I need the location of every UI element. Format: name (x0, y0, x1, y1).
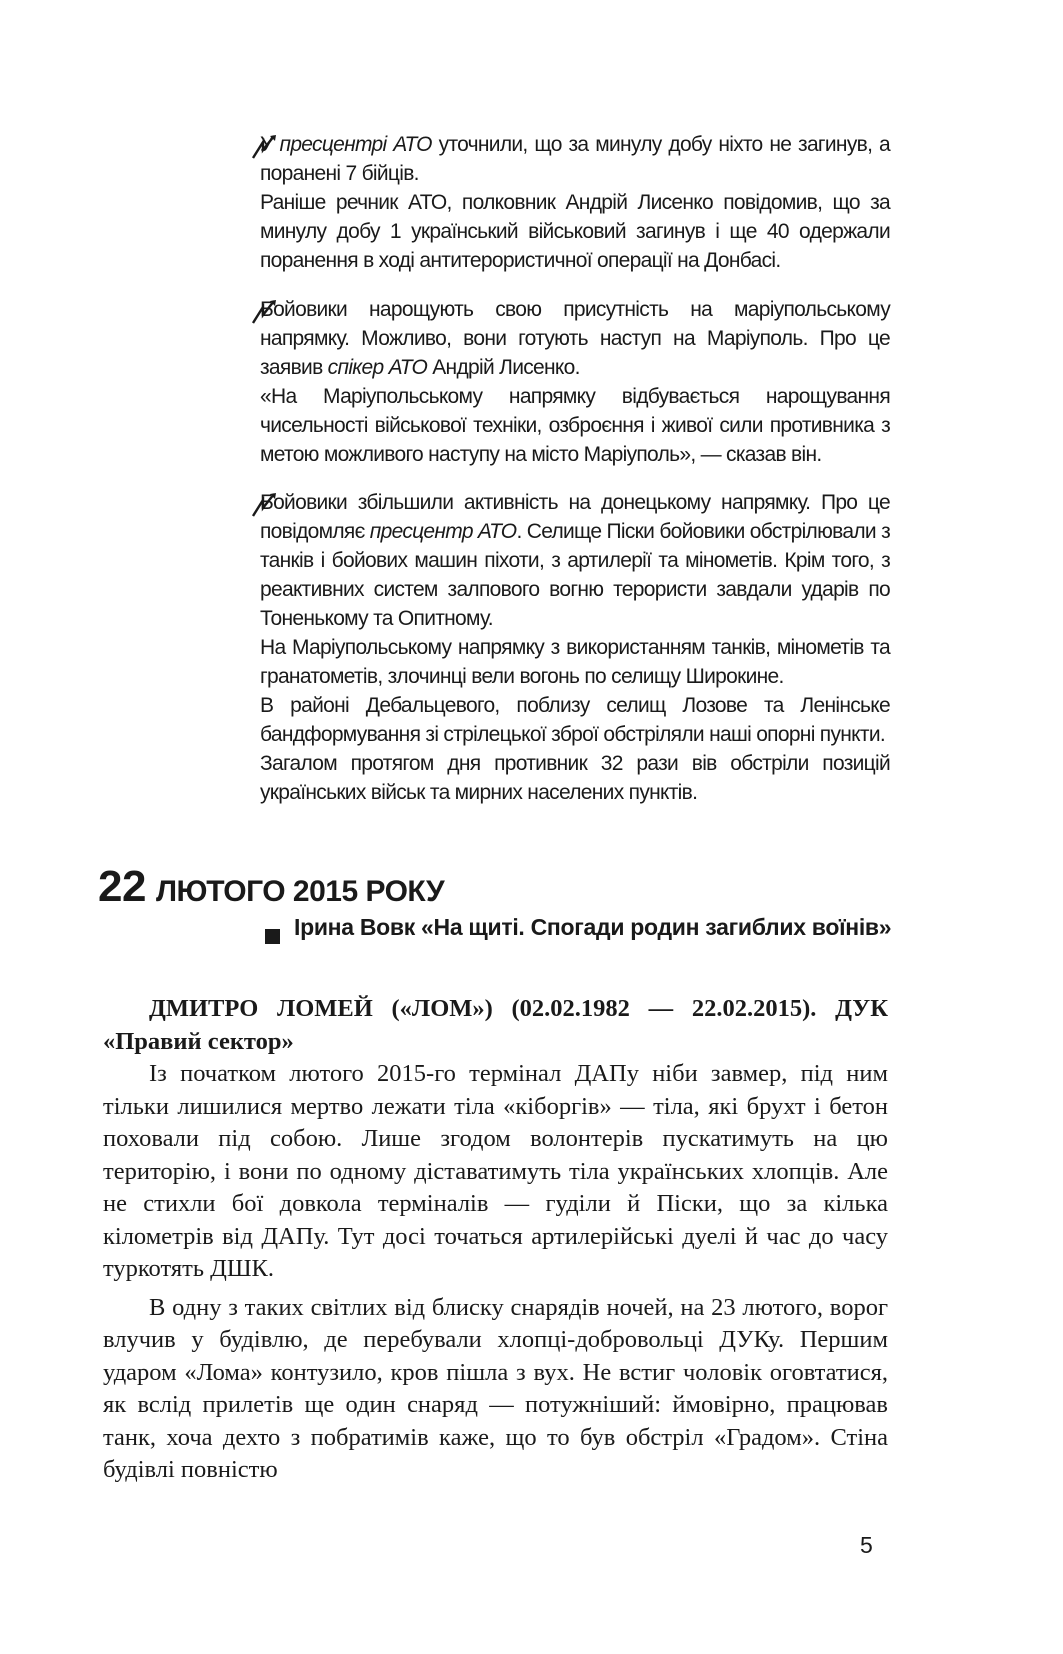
news-paragraph: Бойовики нарощують свою присутність на маріупольському напрямку. Можливо, вони готують наступ на Маріуполь. Про це заявив спікер АТО Андрій Лисенко. (260, 298, 890, 379)
body-paragraph: Із початком лютого 2015-го термінал ДАПу ніби завмер, під ним тільки лишилися мертво лежати тіла «кіборгів» — тіла, які брухт і бетон поховали під собою. Лише згодом волонтерів пускатимуть на цю територію, і вони по одному діставатимуть тіла українських хлопців. Але не стихли бої довкола терміналів — гуділи й Піски, що за кілька кілометрів від ДАПу. Тут досі точаться артилерійські дуелі й час до часу туркотять ДШК. (103, 1060, 888, 1282)
news-paragraph: У пресцентрі АТО уточнили, що за минулу добу ніхто не загинув, а поранені 7 бійців. (260, 133, 891, 185)
source-title: Ірина Вовк «На щиті. Спогади родин загиблих воїнів» (294, 914, 892, 940)
page-number: 5 (860, 1532, 873, 1558)
person-header: ДМИТРО ЛОМЕЙ («ЛОМ») (02.02.1982 — 22.02.2015). ДУК «Правий сектор» (103, 995, 888, 1055)
news-item (260, 295, 890, 469)
news-paragraph: Раніше речник АТО, полковник Андрій Лисенко повідомив, що за минулу добу 1 український військовий загинув і ще 40 одержали поранення в ході антитерористичної операції на Донбасі. (260, 191, 890, 272)
article-body (103, 993, 888, 1487)
day-number: 22 (98, 862, 146, 911)
day-heading (98, 862, 444, 912)
day-month-year: ЛЮТОГО 2015 РОКУ (155, 875, 445, 908)
news-paragraph: На Маріупольському напрямку з використанням танків, мінометів та гранатометів, злочинці вели вогонь по селищу Широкине. (260, 636, 890, 688)
news-paragraph: Загалом протягом дня противник 32 рази вів обстріли позицій українських військ та мирних населених пунктів. (260, 752, 890, 804)
news-paragraph: «На Маріупольському напрямку відбувається нарощування чисельності військової техніки, озброєння і живої сили противника з метою можливого наступу на місто Маріуполь», — сказав він. (260, 385, 890, 466)
news-item (260, 130, 890, 275)
news-paragraph: В районі Дебальцевого, поблизу селищ Лозове та Ленінське бандформування зі стрілецької зброї обстріляли наші опорні пункти. (260, 694, 890, 746)
body-paragraph: В одну з таких світлих від блиску снарядів ночей, на 23 лютого, ворог влучив у будівлю, де перебували хлопці-добровольці ДУКу. Першим ударом «Лома» контузило, кров пішла з вух. Не встиг чоловік оговтатися, як вслід прилетів ще один снаряд — потужніший: ймовірно, працював танк, хоча дехто з побратимів каже, що то був обстріл «Градом». Стіна будівлі повністю (103, 1293, 888, 1483)
square-bullet-icon (265, 929, 280, 944)
news-item (260, 488, 890, 807)
news-paragraph: Бойовики збільшили активність на донецькому напрямку. Про це повідомляє пресцентр АТО. Селище Піски бойовики обстрілювали з танків і бойових машин піхоти, з артилерії та мінометів. Крім того, з реактивних систем залпового вогню терористи завдали ударів по Тоненькому та Опитному. (260, 491, 891, 630)
